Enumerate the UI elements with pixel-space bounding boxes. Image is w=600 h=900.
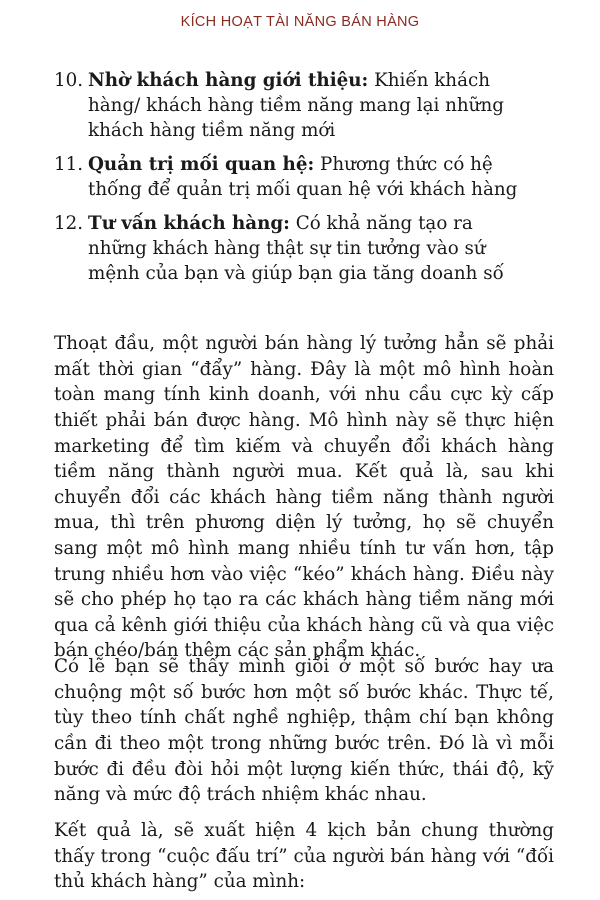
list-item-number: 11. <box>54 154 84 175</box>
list-item-description: Khiến khách hàng/ khách hàng tiềm năng mang lại những khách hàng tiềm năng mới <box>88 70 504 141</box>
list-item-number: 10. <box>54 70 84 91</box>
list-item-description: Có khả năng tạo ra những khách hàng thật sự tin tưởng vào sứ mệnh của bạn và giúp bạn gia tăng doanh số <box>88 213 504 284</box>
list-item-number: 12. <box>54 213 84 234</box>
list-item-term: Quản trị mối quan hệ: <box>88 154 315 175</box>
list-item <box>54 68 524 143</box>
body-paragraph: Kết quả là, sẽ xuất hiện 4 kịch bản chung thường thấy trong “cuộc đấu trí” của người bán hàng với “đối thủ khách hàng” của mình: <box>54 820 554 893</box>
list-item-term: Tư vấn khách hàng: <box>88 213 290 234</box>
list-item-term: Nhờ khách hàng giới thiệu: <box>88 70 369 91</box>
list-item <box>54 152 524 202</box>
running-header: KÍCH HOẠT TÀI NĂNG BÁN HÀNG <box>180 14 420 30</box>
list-item <box>54 211 524 286</box>
body-paragraph: Thoạt đầu, một người bán hàng lý tưởng hẳn sẽ phải mất thời gian “đẩy” hàng. Đây là một mô hình hoàn toàn mang tính kinh doanh, với nhu cầu cực kỳ cấp thiết phải bán được hàng. Mô hình này sẽ thực hiện marketing để tìm kiếm và chuyển đổi khách hàng tiềm năng thành người mua. Kết quả là, sau khi chuyển đổi các khách hàng tiềm năng thành người mua, thì trên phương diện lý tưởng, họ sẽ chuyển sang một mô hình mang nhiều tính tư vấn hơn, tập trung nhiều hơn vào việc “kéo” khách hàng. Điều này sẽ cho phép họ tạo ra các khách hàng tiềm năng mới qua cả kênh giới thiệu của khách hàng cũ và qua việc bán chéo/bán thêm các sản phẩm khác. <box>54 333 554 662</box>
body-paragraph: Có lẽ bạn sẽ thấy mình giỏi ở một số bước hay ưa chuộng một số bước hơn một số bước khác. Thực tế, tùy theo tính chất nghề nghiệp, thậm chí bạn không cần đi theo một trong những bước trên. Đó là vì mỗi bước đi đều đòi hỏi một lượng kiến thức, thái độ, kỹ năng và mức độ trách nhiệm khác nhau. <box>54 656 554 806</box>
list-item-description: Phương thức có hệ thống để quản trị mối quan hệ với khách hàng <box>88 154 518 200</box>
numbered-list <box>54 68 524 295</box>
